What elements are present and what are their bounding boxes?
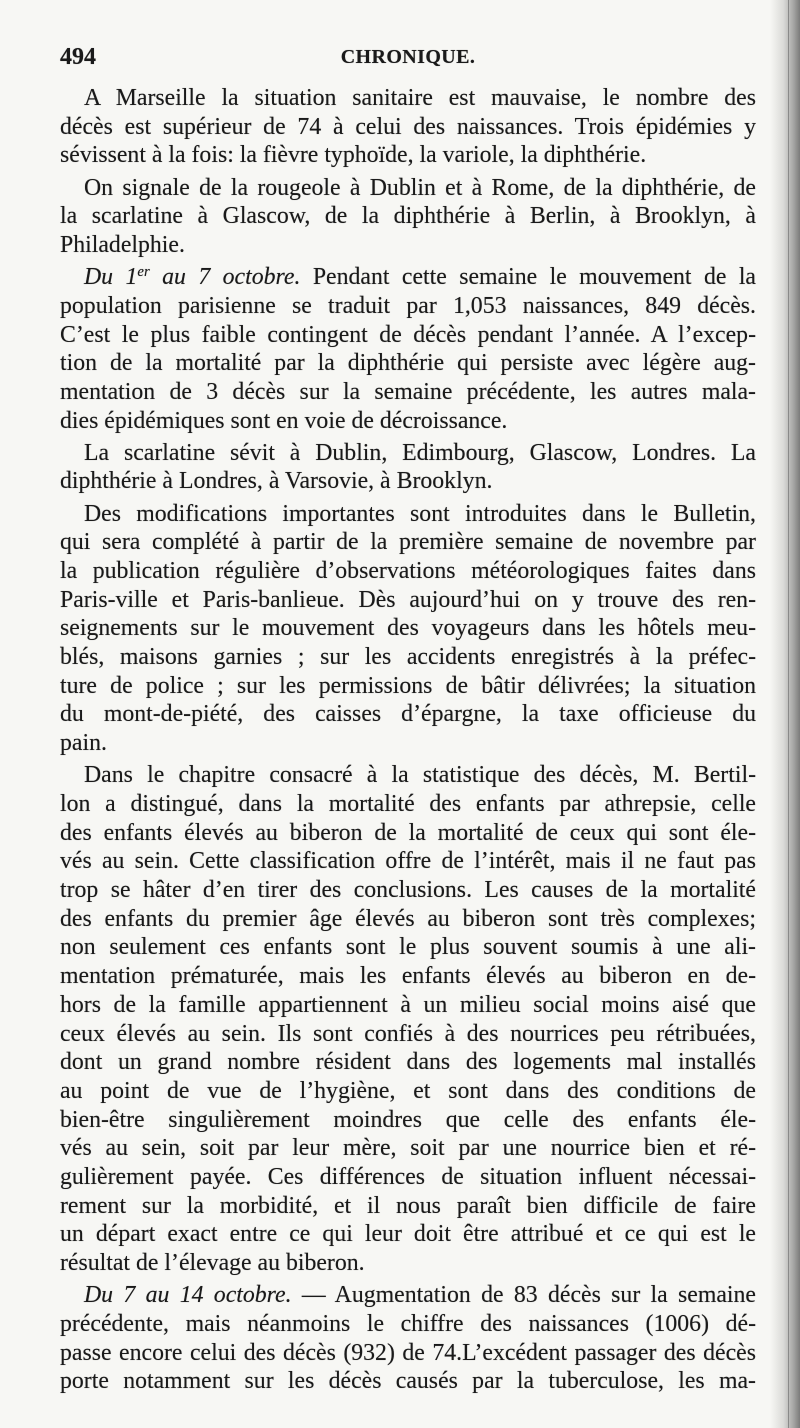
text-line: On signale de la rougeole à Dublin et à Rome, de la diphthérie, de [84,174,756,201]
text-line: des enfants élevés au biberon de la mortalité de ceux qui sont éle- [60,819,756,846]
text-line: La scarlatine sévit à Dublin, Edimbourg, Glascow, Londres. La [84,439,756,466]
text-line: rement sur la morbidité, et il nous paraît bien difficile de faire [60,1192,756,1219]
paragraph [60,439,756,496]
text-line: tion de la mortalité par la diphthérie qui persiste avec légère aug- [60,350,756,377]
text-line: du mont-de-piété, des caisses d’épargne, la taxe officieuse du [60,701,756,728]
text-line: au point de vue de l’hygiène, et sont dans des conditions de [60,1077,756,1104]
italic-date-heading: Du 7 au 14 octobre. [84,1282,292,1309]
text-line: Des modifications importantes sont introduites dans le Bulletin, [84,500,756,527]
binding-edge-shadow [770,0,800,1428]
text-line: dies épidémiques sont en voie de décroissance. [60,407,508,434]
text-line: un départ exact entre ce qui leur doit être attribué et ce qui est le [60,1221,756,1248]
text-line: porte notamment sur les décès causés par la tuberculose, les ma- [60,1368,756,1395]
paragraph [60,500,756,758]
text-line: qui sera complété à partir de la première semaine de novembre par [60,529,756,556]
text-line: diphthérie à Londres, à Varsovie, à Brooklyn. [60,468,493,495]
text-line: population parisienne se traduit par 1,053 naissances, 849 décès. [60,292,756,319]
text-line: la publication régulière d’observations météorologiques faites dans [60,558,756,584]
paragraph [60,1281,756,1396]
superscript-ordinal: er [137,264,150,281]
text-line: dont un grand nombre résident dans des logements mal installés [60,1049,756,1076]
text-line: précédente, mais néanmoins le chiffre des naissances (1006) dé- [60,1310,756,1337]
italic-date-heading: Du 1 [84,264,138,291]
text-line: Paris-ville et Paris-banlieue. Dès aujourd’hui on y trouve des ren- [60,586,756,613]
text-line: seignements sur le mouvement des voyageurs dans les hôtels meu- [60,615,756,642]
paragraph [60,761,756,1277]
text-line: Philadelphie. [60,231,185,258]
text-line: pain. [60,730,107,757]
text-line: bien-être singulièrement moindres que celle des enfants éle- [60,1106,756,1133]
text-line: mentation de 3 décès sur la semaine précédente, les autres mala- [60,378,756,405]
paragraph [60,263,756,435]
paragraph [60,174,756,260]
text-line: décès est supérieur de 74 à celui des naissances. Trois épidémies y [60,113,756,140]
text-line: trop se hâter d’en tirer des conclusions. Les causes de la mortalité [60,877,756,904]
page-number: 494 [60,44,96,70]
text-line: la scarlatine à Glascow, de la diphthérie à Berlin, à Brooklyn, à [60,203,756,230]
binding-edge-line [788,0,789,1428]
text-line: Dans le chapitre consacré à la statistique des décès, M. Bertil- [84,762,756,789]
text-line: A Marseille la situation sanitaire est mauvaise, le nombre des [84,85,756,111]
text-line: vés au sein. Cette classification offre de l’intérêt, mais il ne faut pas [60,848,756,875]
text-line: blés, maisons garnies ; sur les accidents enregistrés à la préfec- [60,644,756,671]
italic-date-heading: au 7 octobre. [149,264,301,291]
line-text: Pendant cette semaine le mouvement de la [300,264,756,291]
text-line [60,263,756,292]
text-line: lon a distingué, dans la mortalité des enfants par athrepsie, celle [60,791,756,817]
running-head: CHRONIQUE. [340,46,476,68]
paragraph [60,84,756,170]
text-line: gulièrement payée. Ces différences de situation influent nécessai- [60,1163,756,1190]
page-header [60,42,756,72]
text-line: vés au sein, soit par leur mère, soit par une nourrice bien et ré- [60,1135,756,1162]
text-line: non seulement ces enfants sont le plus souvent soumis à une ali- [60,934,756,961]
line-text: — Augmentation de 83 décès sur la semaine [291,1282,756,1309]
text-line: hors de la famille appartiennent à un milieu social moins aisé que [60,991,756,1018]
text-line: passe encore celui des décès (932) de 74.L’excédent passager des décès [60,1339,756,1366]
text-line: sévissent à la fois: la fièvre typhoïde, la variole, la diphthérie. [60,142,647,169]
text-line: des enfants du premier âge élevés au biberon sont très complexes; [60,905,756,932]
text-line: ture de police ; sur les permissions de bâtir délivrées; la situation [60,672,756,699]
body-text [60,84,756,1396]
text-line: ceux élevés au sein. Ils sont confiés à des nourrices peu rétribuées, [60,1020,756,1047]
text-line: mentation prématurée, mais les enfants élevés au biberon en de- [60,963,756,990]
text-line: C’est le plus faible contingent de décès pendant l’année. A l’excep- [60,321,756,348]
text-line: résultat de l’élevage au biberon. [60,1250,365,1276]
text-line [60,1281,756,1310]
